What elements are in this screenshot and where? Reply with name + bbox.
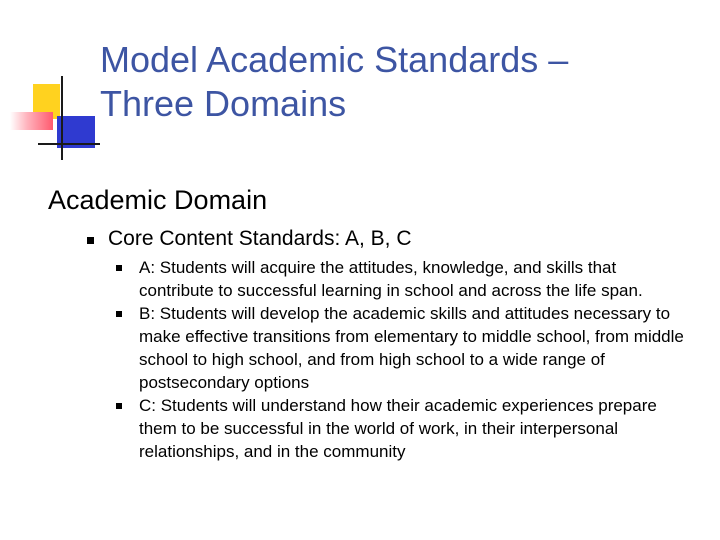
- square-bullet-icon: [116, 311, 122, 317]
- list-item: [139, 256, 684, 302]
- logo-horizontal-line: [38, 143, 100, 145]
- standard-a-text: A: Students will acquire the attitudes, knowledge, and skills that contribute to successful learning in school and across the life span.: [139, 258, 643, 300]
- section-heading: Academic Domain: [48, 185, 268, 215]
- subheading-item: [108, 225, 698, 253]
- logo-red-bar: [10, 112, 53, 130]
- standard-c-text: C: Students will understand how their academic experiences prepare them to be successful in the world of work, in their interpersonal relationships, and in the community: [139, 396, 657, 461]
- slide-title-line-2: Three Domains: [100, 83, 347, 124]
- logo-vertical-line: [61, 76, 63, 160]
- standard-b-text: B: Students will develop the academic skills and attitudes necessary to make effective transitions from elementary to middle school, from middle school to high school, and from high school to a wide range of postsecondary options: [139, 304, 684, 392]
- slide-title: [100, 38, 700, 126]
- list-item: [139, 394, 684, 463]
- slide-title-line-1: Model Academic Standards –: [100, 39, 569, 80]
- subheading-text: Core Content Standards: A, B, C: [108, 227, 412, 250]
- square-bullet-icon: [116, 265, 122, 271]
- slide-body: [48, 182, 698, 463]
- square-bullet-icon: [116, 403, 122, 409]
- standards-list: [139, 256, 698, 463]
- square-bullet-icon: [87, 237, 94, 244]
- template-logo-graphic: [0, 0, 100, 170]
- list-item: [139, 302, 684, 394]
